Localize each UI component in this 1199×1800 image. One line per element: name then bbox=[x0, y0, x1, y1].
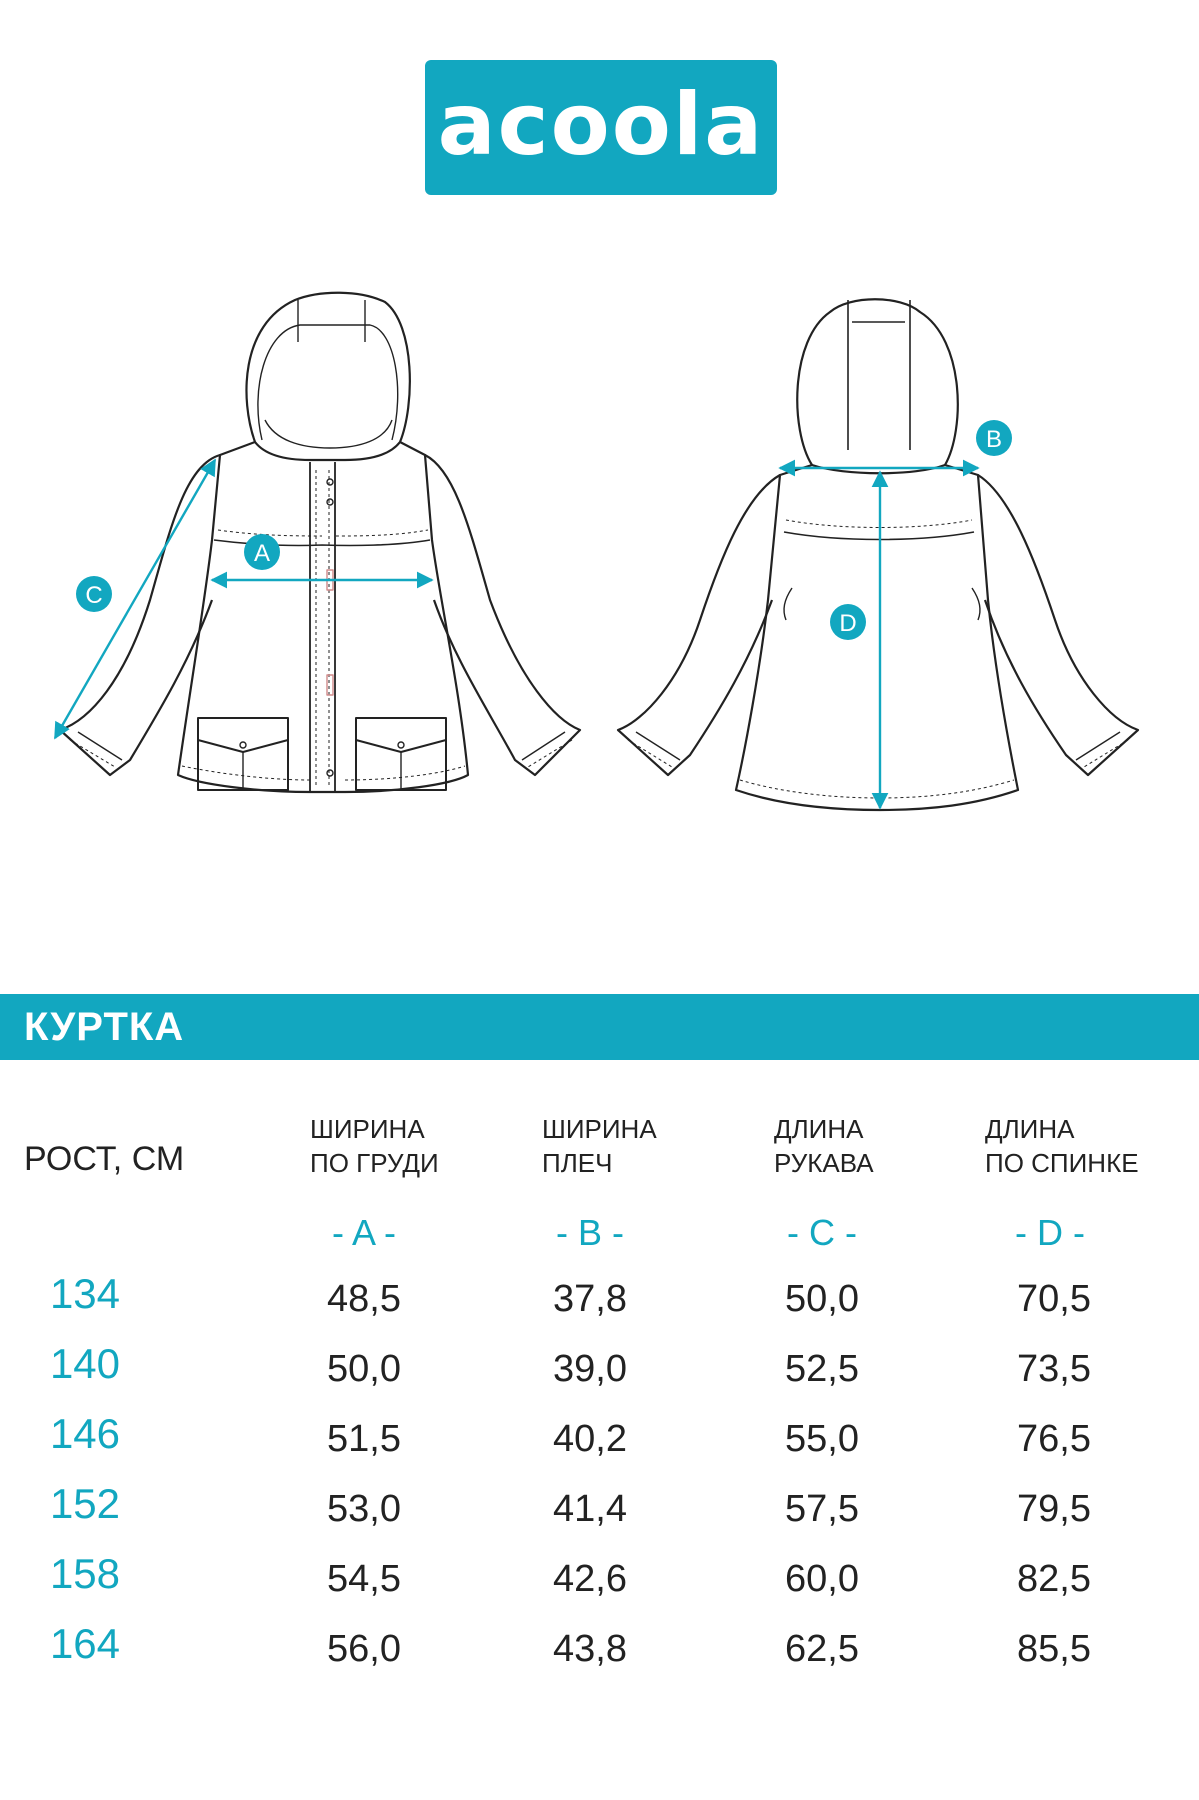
value-cell: 43,8 bbox=[553, 1628, 627, 1670]
jacket-drawings bbox=[0, 270, 1199, 950]
jacket-illustration bbox=[0, 270, 1199, 950]
marker-c-label: C bbox=[85, 582, 103, 609]
size-cell: 158 bbox=[49, 1550, 121, 1597]
value-cell: 62,5 bbox=[785, 1628, 859, 1670]
value-cell: 85,5 bbox=[1017, 1628, 1091, 1670]
value-cell: 48,5 bbox=[327, 1278, 401, 1320]
jacket-back-view bbox=[618, 299, 1138, 810]
jacket-front-view bbox=[60, 293, 580, 792]
col-header-shoulder-width: ШИРИНА ПЛЕЧ bbox=[542, 1114, 657, 1178]
value-cell: 55,0 bbox=[785, 1418, 859, 1460]
value-cell: 56,0 bbox=[327, 1628, 401, 1670]
value-cell: 76,5 bbox=[1017, 1418, 1091, 1460]
size-cell: 134 bbox=[49, 1270, 121, 1317]
marker-d-label: D bbox=[839, 610, 857, 637]
size-cell: 152 bbox=[49, 1480, 121, 1527]
value-cell: 50,0 bbox=[785, 1278, 859, 1320]
value-cell: 57,5 bbox=[785, 1488, 859, 1530]
value-cell: 51,5 bbox=[327, 1418, 401, 1460]
marker-a bbox=[244, 534, 280, 570]
value-cell: 82,5 bbox=[1017, 1558, 1091, 1600]
value-cell: 53,0 bbox=[327, 1488, 401, 1530]
marker-c bbox=[76, 576, 112, 612]
col-header-back-length: ДЛИНА ПО СПИНКЕ bbox=[985, 1114, 1139, 1178]
brand-logo bbox=[425, 60, 777, 195]
col-header-chest-width: ШИРИНА ПО ГРУДИ bbox=[310, 1114, 439, 1178]
marker-a-label: A bbox=[253, 540, 271, 567]
size-cell: 140 bbox=[49, 1340, 121, 1387]
value-cell: 40,2 bbox=[553, 1418, 627, 1460]
value-cell: 60,0 bbox=[785, 1558, 859, 1600]
marker-d bbox=[830, 604, 866, 640]
col-letter-d: - D - bbox=[1015, 1212, 1085, 1253]
size-cell: 146 bbox=[49, 1410, 121, 1457]
section-title: КУРТКА bbox=[24, 1005, 185, 1049]
col-header-sleeve-length: ДЛИНА РУКАВА bbox=[774, 1114, 874, 1178]
size-cell: 164 bbox=[49, 1620, 121, 1667]
value-cell: 37,8 bbox=[553, 1278, 627, 1320]
value-cell: 73,5 bbox=[1017, 1348, 1091, 1390]
col-letter-c: - C - bbox=[787, 1212, 857, 1253]
value-cell: 79,5 bbox=[1017, 1488, 1091, 1530]
value-cell: 70,5 bbox=[1017, 1278, 1091, 1320]
value-cell: 50,0 bbox=[327, 1348, 401, 1390]
col-letter-b: - B - bbox=[556, 1212, 624, 1253]
value-cell: 42,6 bbox=[553, 1558, 627, 1600]
row-header-height: РОСТ, СМ bbox=[24, 1140, 185, 1178]
marker-b-label: B bbox=[985, 426, 1003, 453]
brand-logo-text: acoola bbox=[437, 74, 765, 175]
col-letter-a: - A - bbox=[331, 1212, 397, 1253]
value-cell: 39,0 bbox=[553, 1348, 627, 1390]
value-cell: 52,5 bbox=[785, 1348, 859, 1390]
marker-b bbox=[976, 420, 1012, 456]
value-cell: 41,4 bbox=[553, 1488, 627, 1530]
value-cell: 54,5 bbox=[327, 1558, 401, 1600]
section-header bbox=[0, 994, 1199, 1060]
